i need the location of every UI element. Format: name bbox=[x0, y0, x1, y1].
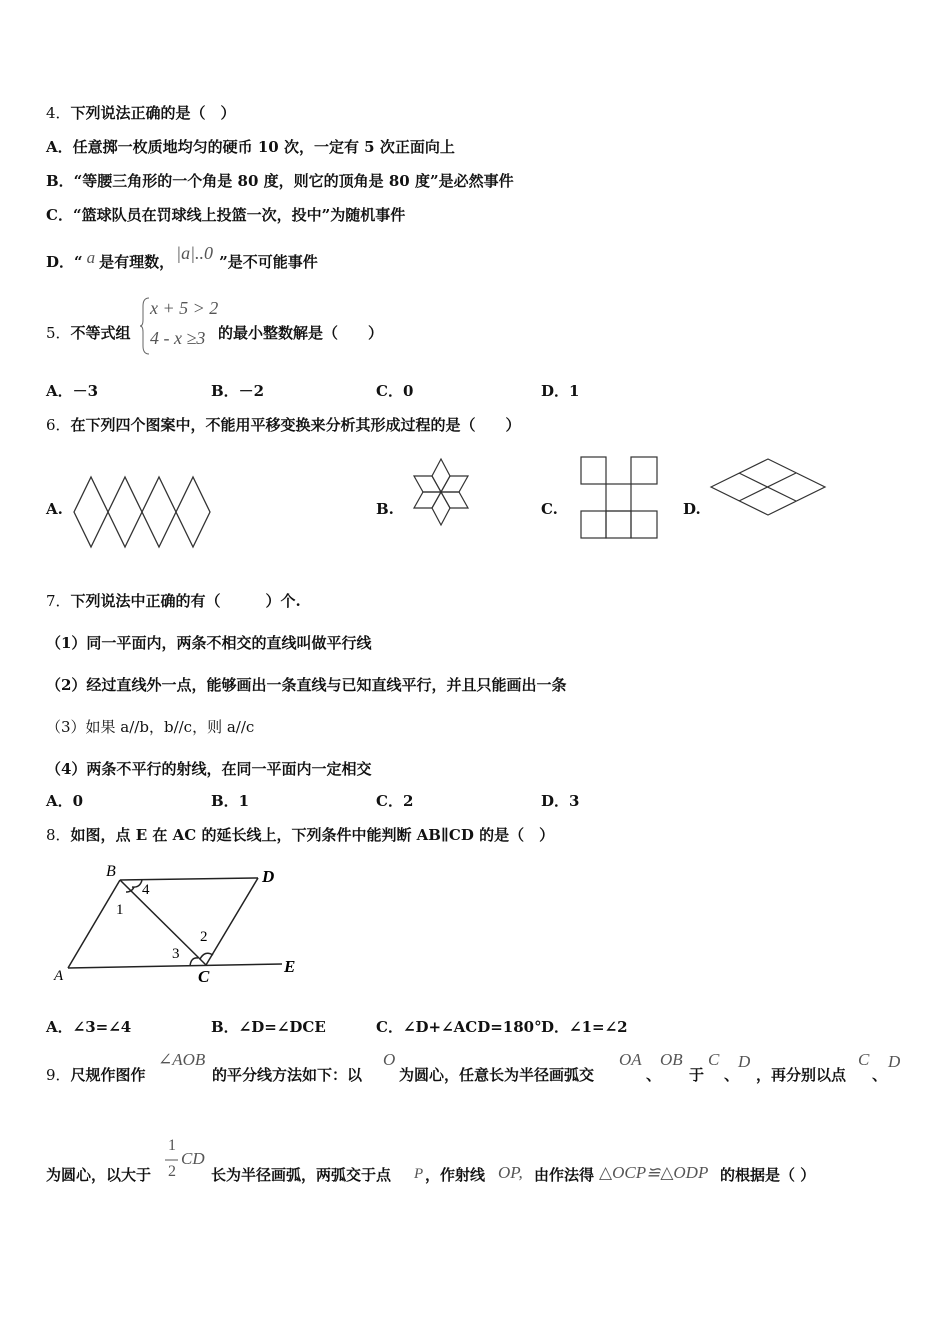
q5-option-a: A．－3 bbox=[46, 382, 99, 400]
q7-item-1: （1）同一平面内，两条不相交的直线叫做平行线 bbox=[46, 634, 372, 652]
q4-option-b: B．“等腰三角形的一个角是 80 度，则它的顶角是 80 度”是必然事件 bbox=[46, 172, 514, 190]
q9-math-op: OP, bbox=[498, 1163, 523, 1182]
q8-label-a: A bbox=[54, 968, 64, 984]
q9-text-4: 于 bbox=[689, 1066, 705, 1084]
q4-stem bbox=[46, 103, 236, 123]
q7-item-2: （2）经过直线外一点，能够画出一条直线与已知直线平行，并且只能画出一条 bbox=[46, 676, 567, 694]
q9-text-6: 为圆心，以大于 bbox=[46, 1166, 152, 1184]
q4-d-mid: 是有理数， bbox=[99, 253, 175, 271]
q8-angle-1: 1 bbox=[116, 902, 124, 918]
q9-text-5: ，再分别以点 bbox=[756, 1066, 847, 1084]
q4-stem-text: 下列说法正确的是（ ） bbox=[70, 104, 236, 122]
q9-math-d2: D bbox=[888, 1052, 901, 1071]
q5-brace bbox=[140, 296, 150, 356]
q5-stem-suffix: 的最小整数解是（ ） bbox=[218, 324, 384, 342]
q9-line1-start bbox=[46, 1065, 146, 1085]
q7-option-a: A．0 bbox=[46, 792, 84, 810]
q5-number: 5． bbox=[46, 324, 71, 342]
q6-stem bbox=[46, 415, 521, 435]
q9-math-ob: OB bbox=[660, 1050, 683, 1069]
q7-option-b: B．1 bbox=[211, 792, 250, 810]
q9-text-8: ，作射线 bbox=[425, 1166, 486, 1184]
q9-math-d: D bbox=[738, 1052, 751, 1071]
q6-figure-c-squares bbox=[580, 456, 660, 540]
q7-stem-text: 下列说法中正确的有（ ）个. bbox=[70, 592, 301, 610]
q4-d-post: ”是不可能事件 bbox=[219, 253, 318, 271]
q7-option-c: C．2 bbox=[376, 792, 414, 810]
q8-number: 8． bbox=[46, 826, 71, 844]
q9-fraction-denominator: 2 bbox=[168, 1163, 176, 1180]
q9-sep-3: 、 bbox=[872, 1066, 888, 1084]
q4-option-d bbox=[46, 243, 318, 272]
q4-d-prefix: D．“ bbox=[46, 253, 83, 271]
q9-text-9: 由作法得 bbox=[534, 1166, 595, 1184]
q5-inequality-2: 4 - x ≥3 bbox=[150, 328, 206, 348]
q9-math-congruence: △OCP≌△ODP bbox=[599, 1163, 709, 1182]
q8-angle-4: 4 bbox=[142, 882, 150, 898]
q9-math-c2: C bbox=[858, 1050, 870, 1069]
q6-label-d: D. bbox=[683, 500, 701, 518]
q7-number: 7． bbox=[46, 592, 71, 610]
q5-stem-prefix bbox=[46, 323, 131, 343]
q8-option-c: C．∠D+∠ACD=180° bbox=[376, 1018, 542, 1036]
q4-option-a: A．任意掷一枚质地均匀的硬币 10 次，一定有 5 次正面向上 bbox=[46, 138, 455, 156]
q9-text-3: 为圆心，任意长为半径画弧交 bbox=[399, 1066, 595, 1084]
q6-label-a: A. bbox=[46, 500, 63, 518]
q5-option-d: D．1 bbox=[541, 382, 580, 400]
q8-label-e: E bbox=[284, 957, 296, 976]
q9-text-7: 长为半径画弧，两弧交于点 bbox=[211, 1166, 392, 1184]
q8-label-b: B bbox=[106, 863, 116, 880]
q8-angle-3: 3 bbox=[172, 946, 180, 962]
q9-text-1: 尺规作图作 bbox=[70, 1066, 146, 1084]
q7-item-4: （4）两条不平行的射线，在同一平面内一定相交 bbox=[46, 760, 372, 778]
q7-stem bbox=[46, 591, 301, 611]
q4-d-abs: |a|..0 bbox=[176, 243, 214, 263]
q9-math-c: C bbox=[708, 1050, 720, 1069]
q4-number: 4． bbox=[46, 104, 71, 122]
q9-math-cd: CD bbox=[181, 1149, 205, 1168]
q9-text-10: 的根据是（ ） bbox=[720, 1166, 816, 1184]
q9-sep-2: 、 bbox=[724, 1066, 740, 1084]
q9-fraction-numerator: 1 bbox=[168, 1137, 176, 1154]
q7-option-d: D．3 bbox=[541, 792, 580, 810]
q6-label-b: B. bbox=[376, 500, 394, 518]
q9-fraction-bar bbox=[165, 1159, 179, 1161]
q8-option-b: B．∠D=∠DCE bbox=[211, 1018, 326, 1036]
q8-angle-2: 2 bbox=[200, 929, 208, 945]
q8-stem bbox=[46, 825, 554, 845]
q5-option-c: C．0 bbox=[376, 382, 414, 400]
q6-label-c: C. bbox=[541, 500, 558, 518]
q9-sep-1: 、 bbox=[646, 1066, 662, 1084]
q8-label-c: C bbox=[198, 967, 210, 986]
q6-figure-b-star bbox=[405, 459, 477, 527]
q9-math-p: P bbox=[414, 1166, 424, 1182]
q8-geometry-figure bbox=[50, 860, 310, 988]
q9-math-aob: ∠AOB bbox=[158, 1050, 206, 1069]
q8-option-a: A．∠3=∠4 bbox=[46, 1018, 132, 1036]
q6-number: 6． bbox=[46, 416, 71, 434]
q9-number: 9． bbox=[46, 1066, 71, 1084]
q9-text-2: 的平分线方法如下：以 bbox=[212, 1066, 363, 1084]
q4-d-var: a bbox=[86, 248, 96, 267]
q5-option-b: B．－2 bbox=[211, 382, 265, 400]
q9-math-o: O bbox=[383, 1050, 396, 1069]
q5-stem-pre: 不等式组 bbox=[70, 324, 131, 342]
q8-stem-text: 如图，点 E 在 AC 的延长线上，下列条件中能判断 AB∥CD 的是（ ） bbox=[70, 826, 555, 844]
q5-inequality-1: x + 5 > 2 bbox=[150, 298, 219, 318]
q8-option-d: D．∠1=∠2 bbox=[541, 1018, 628, 1036]
q7-item-3: （3）如果 a//b，b//c，则 a//c bbox=[46, 718, 255, 736]
q6-stem-text: 在下列四个图案中，不能用平移变换来分析其形成过程的是（ ） bbox=[70, 416, 521, 434]
q6-figure-a-diamonds bbox=[74, 477, 214, 549]
q4-option-c: C．“篮球队员在罚球线上投篮一次，投中”为随机事件 bbox=[46, 206, 406, 224]
q9-math-oa: OA bbox=[619, 1050, 642, 1069]
q8-label-d: D bbox=[262, 867, 275, 886]
q6-figure-d-rhombus bbox=[711, 459, 827, 519]
